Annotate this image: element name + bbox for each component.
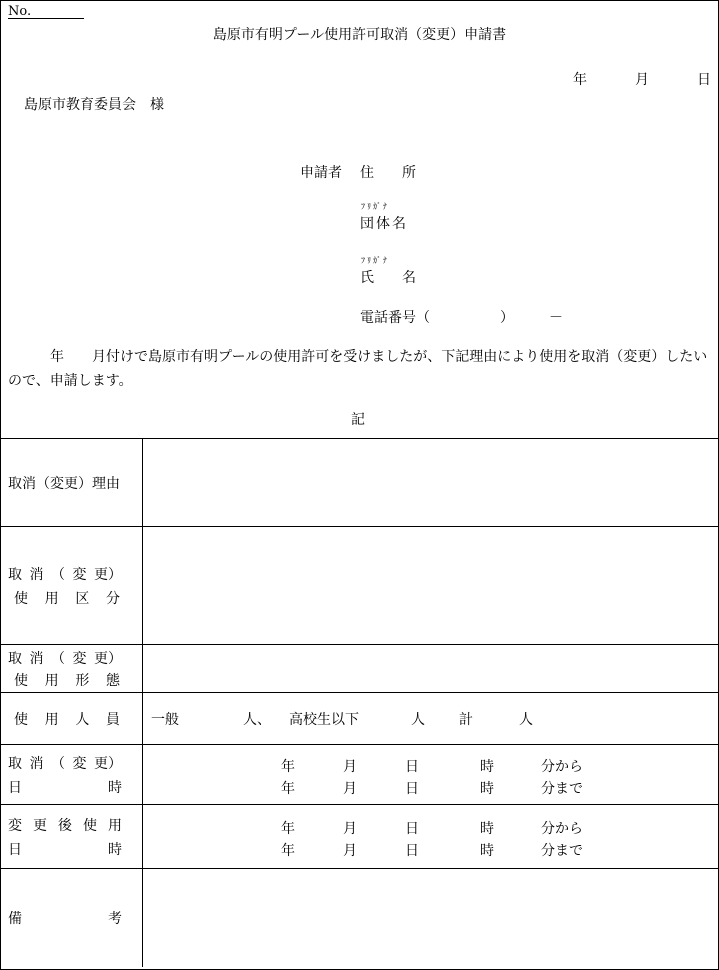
date-month: 月 bbox=[635, 72, 649, 88]
users-total-label: 計 bbox=[459, 711, 473, 728]
users-total-unit: 人 bbox=[519, 711, 533, 728]
reason-field[interactable] bbox=[143, 439, 719, 527]
remarks-field[interactable] bbox=[143, 869, 719, 967]
users-label: 使 用 人 員 bbox=[0, 693, 143, 745]
details-table bbox=[0, 438, 719, 967]
reason-label: 取消（変更）理由 bbox=[0, 439, 143, 527]
phone-label: 電話番号（ ） － bbox=[360, 310, 563, 326]
remarks-label: 備 考 bbox=[0, 869, 143, 967]
category-row bbox=[0, 527, 719, 645]
after-datetime-to: 年 月 日 時 分まで bbox=[281, 842, 583, 859]
form-row bbox=[0, 645, 719, 693]
after-datetime-from: 年 月 日 時 分から bbox=[281, 820, 583, 837]
address-label: 住 所 bbox=[360, 165, 416, 181]
addressee: 島原市教育委員会 様 bbox=[24, 97, 164, 113]
name-furigana: ﾌﾘｶﾞﾅ bbox=[361, 256, 389, 265]
category-label bbox=[0, 527, 143, 645]
cancel-datetime-label: 取 消 （ 変 更） 日 時 bbox=[0, 745, 143, 805]
users-general-unit: 人、 bbox=[243, 711, 271, 728]
applicant-role-label: 申請者 bbox=[300, 165, 342, 181]
request-statement: 年 月付けで島原市有明プールの使用許可を受けましたが、下記理由により使用を取消（変更）したいので、申請します。 bbox=[8, 349, 708, 389]
category-label-line2: 使 用 区 分 bbox=[14, 590, 120, 607]
document-number-field[interactable] bbox=[8, 18, 84, 19]
name-label: 氏 名 bbox=[360, 270, 416, 286]
users-field[interactable] bbox=[143, 693, 719, 745]
remarks-row bbox=[0, 869, 719, 967]
reason-row bbox=[0, 439, 719, 527]
ki-label: 記 bbox=[351, 412, 365, 428]
users-highschool-label: 高校生以下 bbox=[289, 711, 359, 728]
group-name-label: 団体名 bbox=[360, 216, 408, 232]
group-furigana: ﾌﾘｶﾞﾅ bbox=[361, 202, 389, 211]
after-datetime-label: 変 更 後 使 用 日 時 bbox=[0, 805, 143, 869]
after-datetime-field[interactable] bbox=[143, 805, 719, 869]
users-row bbox=[0, 693, 719, 745]
cancel-datetime-field[interactable] bbox=[143, 745, 719, 805]
users-general-label: 一般 bbox=[151, 711, 179, 728]
document-title: 島原市有明プール使用許可取消（変更）申請書 bbox=[212, 27, 507, 43]
form-label-line2: 使 用 形 態 bbox=[14, 672, 120, 689]
cancel-datetime-row bbox=[0, 745, 719, 805]
date-year: 年 bbox=[573, 72, 587, 88]
document-number-label: No. bbox=[8, 4, 32, 19]
cancel-datetime-from: 年 月 日 時 分から bbox=[281, 758, 583, 775]
form-field[interactable] bbox=[143, 645, 719, 693]
category-field[interactable] bbox=[143, 527, 719, 645]
form-label-line1: 取 消 （ 変 更） bbox=[8, 650, 122, 667]
cancel-datetime-to: 年 月 日 時 分まで bbox=[281, 780, 583, 797]
category-label-line1: 取 消 （ 変 更） bbox=[8, 566, 122, 583]
users-highschool-unit: 人 bbox=[411, 711, 425, 728]
after-datetime-row bbox=[0, 805, 719, 869]
date-day: 日 bbox=[697, 72, 711, 88]
form-label bbox=[0, 645, 143, 693]
